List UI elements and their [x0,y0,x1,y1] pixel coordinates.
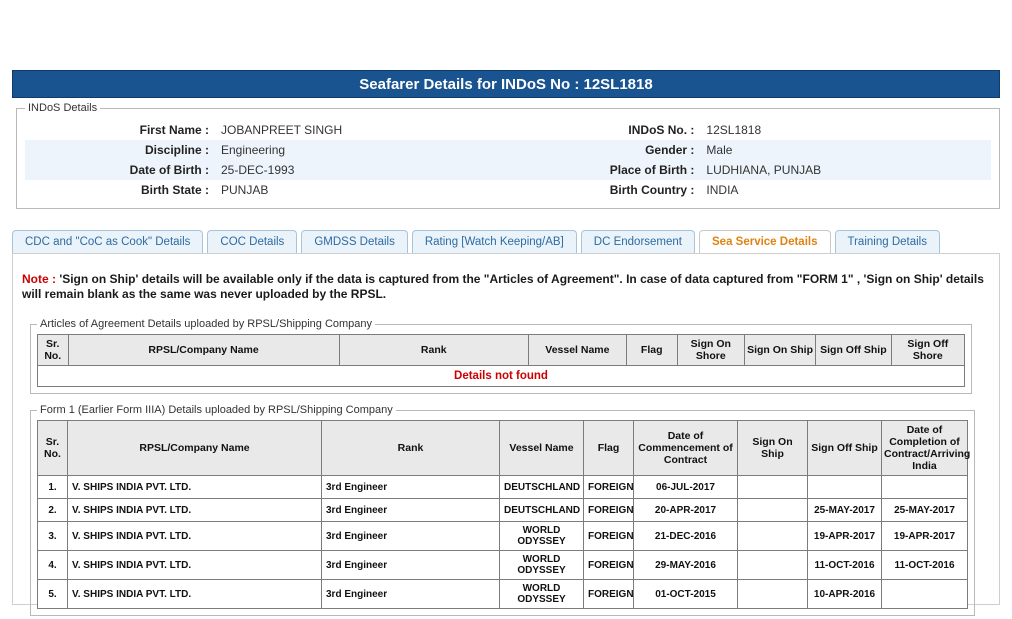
col-flag: Flag [626,335,677,366]
birth-country-value: INDIA [706,183,739,197]
cell-sr-no: 1. [38,476,68,499]
col-sign-off-shore: Sign Off Shore [891,335,964,366]
cell-vessel: DEUTSCHLAND [500,499,584,522]
col-sr-no: Sr. No. [38,421,68,476]
table-row [25,160,991,180]
form1-legend: Form 1 (Earlier Form IIIA) Details uploaded by RPSL/Shipping Company [40,404,393,416]
form1-section [30,404,975,616]
articles-of-agreement-section [30,318,972,394]
cell-commencement: 29-MAY-2016 [634,551,738,580]
col-rpsl-company-name: RPSL/Company Name [68,421,322,476]
tab-training-details[interactable]: Training Details [835,230,940,254]
cell-completion [882,476,968,499]
aoa-empty-message: Details not found [37,366,965,387]
indos-details-table [25,120,991,200]
cell-commencement: 20-APR-2017 [634,499,738,522]
cell-commencement: 01-OCT-2015 [634,580,738,609]
cell-commencement: 21-DEC-2016 [634,522,738,551]
place-of-birth-label: Place of Birth : [520,160,698,180]
col-date-of-commencement: Date of Commencement of Contract [634,421,738,476]
col-sr-no: Sr. No. [38,335,69,366]
cell-flag: FOREIGN [584,476,634,499]
note-label: Note : [22,272,56,286]
cell-completion [882,580,968,609]
note-body: 'Sign on Ship' details will be available only if the data is captured from the "Articles of Agreement". In case of data captured from "FORM 1" , 'Sign on Ship' details will remain blank as the same was never uploaded by the RPSL. [22,272,984,301]
cell-sr-no: 5. [38,580,68,609]
cell-sign-on-ship [738,580,808,609]
cell-vessel: WORLD ODYSSEY [500,522,584,551]
cell-sign-off-ship: 25-MAY-2017 [808,499,882,522]
first-name-value: JOBANPREET SINGH [221,123,343,137]
gender-label: Gender : [520,140,698,160]
cell-company: V. SHIPS INDIA PVT. LTD. [68,476,322,499]
cell-completion: 25-MAY-2017 [882,499,968,522]
cell-rank: 3rd Engineer [322,580,500,609]
cell-sign-on-ship [738,499,808,522]
cell-company: V. SHIPS INDIA PVT. LTD. [68,551,322,580]
cell-commencement: 06-JUL-2017 [634,476,738,499]
birth-country-label: Birth Country : [609,183,695,197]
cell-vessel: WORLD ODYSSEY [500,551,584,580]
gender-value: Male [698,140,991,160]
note-text [22,272,990,302]
articles-of-agreement-table [37,334,965,366]
tab-bar [12,228,1000,254]
indos-details-legend: INDoS Details [28,102,98,114]
articles-of-agreement-legend: Articles of Agreement Details uploaded by RPSL/Shipping Company [40,318,373,330]
col-rank: Rank [339,335,528,366]
cell-sr-no: 4. [38,551,68,580]
col-vessel-name: Vessel Name [528,335,626,366]
cell-rank: 3rd Engineer [322,476,500,499]
table-header-row [38,421,968,476]
col-date-of-completion: Date of Completion of Contract/Arriving India [882,421,968,476]
col-rank: Rank [322,421,500,476]
cell-rank: 3rd Engineer [322,499,500,522]
page-title: Seafarer Details for INDoS No : 12SL1818 [12,70,1000,98]
cell-sr-no: 2. [38,499,68,522]
birth-state-value: PUNJAB [221,183,269,197]
cell-flag: FOREIGN [584,499,634,522]
tab-coc-details[interactable]: COC Details [207,230,297,254]
indos-details-section [16,102,1000,209]
table-row [38,476,968,499]
tab-rating-watch-keeping-ab[interactable]: Rating [Watch Keeping/AB] [412,230,577,254]
cell-sign-off-ship [808,476,882,499]
date-of-birth-value: 25-DEC-1993 [213,160,520,180]
table-row [38,580,968,609]
discipline-value: Engineering [213,140,520,160]
col-sign-on-ship: Sign On Ship [738,421,808,476]
cell-flag: FOREIGN [584,522,634,551]
discipline-label: Discipline : [25,140,213,160]
cell-sign-on-ship [738,522,808,551]
col-sign-off-ship: Sign Off Ship [816,335,891,366]
cell-sr-no: 3. [38,522,68,551]
tab-sea-service-details[interactable]: Sea Service Details [699,230,831,254]
tab-cdc-and-coc-as-cook-details[interactable]: CDC and "CoC as Cook" Details [12,230,203,254]
cell-sign-on-ship [738,551,808,580]
col-sign-on-ship: Sign On Ship [744,335,815,366]
cell-company: V. SHIPS INDIA PVT. LTD. [68,522,322,551]
table-row [38,551,968,580]
table-row [38,499,968,522]
col-flag: Flag [584,421,634,476]
cell-completion: 11-OCT-2016 [882,551,968,580]
cell-vessel: DEUTSCHLAND [500,476,584,499]
place-of-birth-value: LUDHIANA, PUNJAB [698,160,991,180]
cell-sign-off-ship: 10-APR-2016 [808,580,882,609]
cell-company: V. SHIPS INDIA PVT. LTD. [68,499,322,522]
cell-completion: 19-APR-2017 [882,522,968,551]
cell-rank: 3rd Engineer [322,522,500,551]
tab-gmdss-details[interactable]: GMDSS Details [301,230,408,254]
table-header-row [38,335,965,366]
col-vessel-name: Vessel Name [500,421,584,476]
date-of-birth-label: Date of Birth : [25,160,213,180]
cell-flag: FOREIGN [584,580,634,609]
cell-company: V. SHIPS INDIA PVT. LTD. [68,580,322,609]
cell-rank: 3rd Engineer [322,551,500,580]
indos-no-label: INDoS No. : [628,123,695,137]
col-sign-off-ship: Sign Off Ship [808,421,882,476]
table-row [38,522,968,551]
col-rpsl-company-name: RPSL/Company Name [68,335,339,366]
table-row [25,140,991,160]
form1-table [37,420,971,609]
tab-dc-endorsement[interactable]: DC Endorsement [581,230,695,254]
cell-vessel: WORLD ODYSSEY [500,580,584,609]
cell-sign-off-ship: 19-APR-2017 [808,522,882,551]
cell-sign-on-ship [738,476,808,499]
table-row [25,120,991,140]
col-sign-on-shore: Sign On Shore [677,335,744,366]
table-row [25,180,991,200]
indos-no-value: 12SL1818 [706,123,762,137]
first-name-label: First Name : [139,123,209,137]
cell-flag: FOREIGN [584,551,634,580]
birth-state-label: Birth State : [140,183,209,197]
cell-sign-off-ship: 11-OCT-2016 [808,551,882,580]
